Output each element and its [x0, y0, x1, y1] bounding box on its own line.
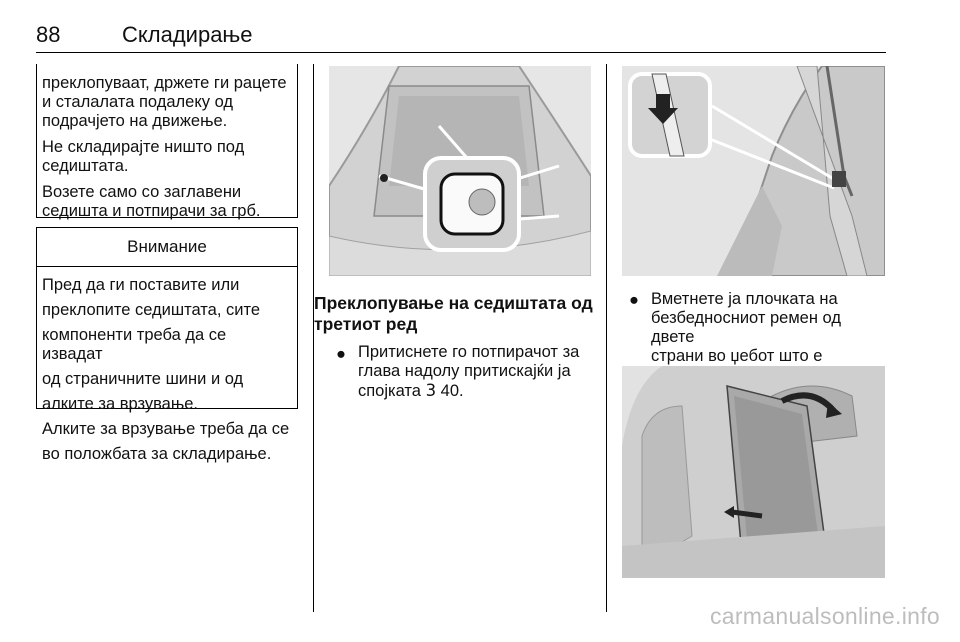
- intro-line-3: подрачјето на движење.: [42, 112, 228, 130]
- watermark-link[interactable]: carmanualsonline.info: [709, 603, 940, 629]
- instruction-text: спојката: [358, 382, 421, 400]
- intro-line-2: и сталалата подалеку од: [42, 93, 234, 111]
- bullet-dot: ●: [336, 345, 346, 363]
- instruction-line-2: безбедносниот ремен од двете: [651, 309, 841, 346]
- section-heading-line-1: Преклопување на седиштата од: [314, 293, 593, 313]
- warning-line: од страничните шини и од: [42, 370, 244, 388]
- warning-line: алките за врзување.: [42, 395, 199, 413]
- instruction-line-1: Вметнете ја плочката на: [651, 290, 838, 308]
- warning-line: Алките за врзување треба да се: [42, 420, 290, 438]
- column-divider-right: [606, 64, 607, 612]
- bullet-dot: ●: [629, 291, 639, 309]
- section-heading-line-2: третиот ред: [314, 314, 418, 334]
- para3-line-1: Возете само со заглавени: [42, 183, 242, 201]
- warning-line: преклопите седиштата, сите: [42, 301, 261, 319]
- header-rule: [36, 52, 886, 53]
- page-number: 88: [36, 22, 61, 47]
- column-divider-left: [313, 64, 314, 612]
- warning-line: во положбата за складирање.: [42, 445, 272, 463]
- instruction-line-3: [358, 381, 598, 401]
- warning-line: Пред да ги поставите или: [42, 276, 240, 294]
- section-heading: [314, 293, 604, 335]
- warning-title: Внимание: [37, 228, 297, 267]
- page-ref-arrow-icon: 3: [425, 381, 437, 400]
- warning-paragraph-2: [42, 420, 291, 464]
- warning-line: компоненти треба да се извадат: [42, 326, 227, 363]
- instruction-line-2: глава надолу притискајќи ја: [358, 362, 571, 380]
- para2-line-2: седиштата.: [42, 157, 129, 175]
- seat-folding-illustration: [622, 366, 885, 578]
- para3-line-2: седишта и потпирачи за грб.: [42, 202, 261, 220]
- page-ref-number: 40.: [440, 382, 464, 400]
- intro-line-1: преклопуваат, држете ги рацете: [42, 74, 287, 92]
- seatbelt-tongue-illustration: [622, 66, 885, 276]
- instruction-line-1: Притиснете го потпирачот за: [358, 343, 580, 361]
- rear-seat-headrest-illustration: [329, 66, 591, 276]
- page-title: Складирање: [122, 22, 253, 47]
- warning-box: [36, 227, 298, 463]
- instruction-line-3: страни во џебот што е: [651, 347, 823, 365]
- para2-line-1: Не складирајте ништо под: [42, 138, 245, 156]
- headrest-instruction: [358, 343, 598, 401]
- continued-text-box: [36, 64, 298, 218]
- warning-paragraph-1: [42, 276, 291, 414]
